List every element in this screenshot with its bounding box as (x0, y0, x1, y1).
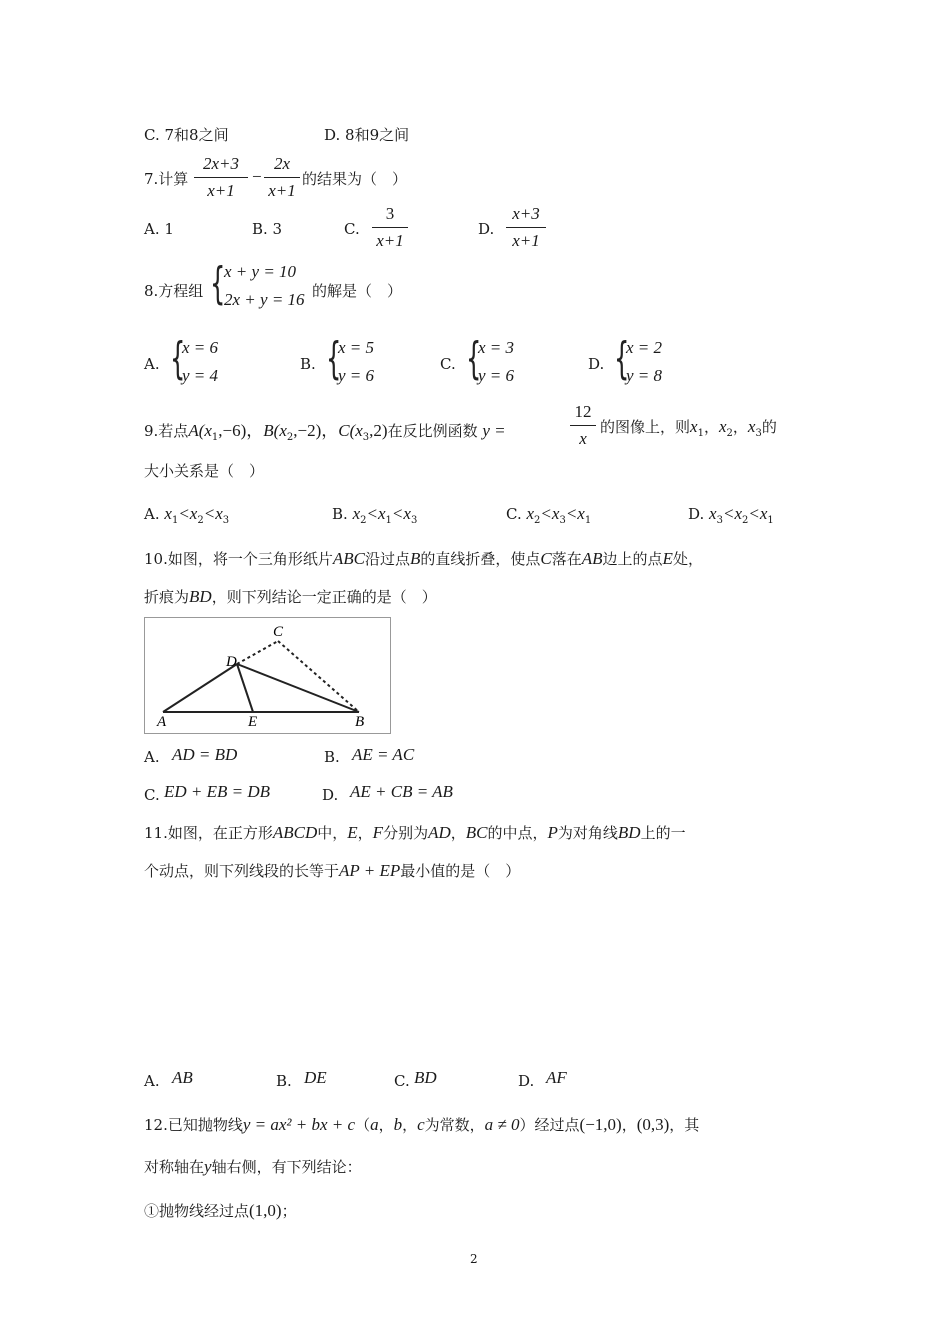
q7-option-c-label: C. (344, 220, 360, 238)
q10-segment-dc (237, 641, 278, 664)
q8-option-b-line2: y = 6 (338, 366, 375, 385)
q9-option-c-t1: x (526, 504, 535, 523)
q10-option-b-label: B. (324, 748, 340, 766)
q9-option-c-t3: <x (565, 504, 585, 523)
q7-option-d-label: D. (478, 220, 495, 238)
q11-option-c-label: C. (394, 1072, 410, 1090)
q11-option-b: DE (304, 1068, 327, 1087)
q7-option-c-denominator: x+1 (376, 231, 404, 250)
q8-option-c-line1: x = 3 (478, 338, 515, 357)
q8-option-d-label: D. (588, 355, 605, 373)
q8-option-b-brace: { (326, 333, 342, 384)
q9-function: y = (482, 421, 506, 440)
q12-a: a (370, 1115, 379, 1134)
q12-text-d: ）经过点 (519, 1116, 580, 1134)
q9-label: 9.若点 (144, 422, 189, 440)
q10-option-d: AE + CB = AB (350, 782, 453, 801)
q12-condition: a ≠ 0 (484, 1115, 520, 1134)
q11-text-g: 上的一 (640, 824, 686, 842)
q9-option-a-t2: <x (178, 504, 198, 523)
q10-option-d-label: D. (322, 786, 339, 804)
q11-text-e: 的中点， (487, 824, 548, 842)
q10-label-e: E (248, 714, 258, 730)
q7-f1-numerator: 2x+3 (202, 154, 240, 173)
q8-eq1: x + y = 10 (224, 262, 297, 281)
q12-text-a: 12.已知抛物线 (144, 1116, 243, 1134)
q9-line1-tail (600, 416, 777, 439)
q7-option-c-numerator: 3 (385, 204, 395, 223)
q9-option-c-label: C. (506, 505, 522, 523)
q11-option-a: AB (172, 1068, 193, 1087)
q9-option-c-s3: 1 (584, 515, 592, 526)
page-number: 2 (470, 1252, 478, 1266)
q12-point-1: (−1,0) (579, 1115, 622, 1134)
q8-brace: { (210, 258, 226, 309)
q9-option-b-t2: <x (366, 504, 386, 523)
q9-option-d-label: D. (688, 505, 705, 523)
q11-text-d: ， (450, 824, 466, 842)
q9-fraction (570, 400, 596, 451)
q7-option-b: B. 3 (252, 220, 283, 238)
q9-option-a-s2: 2 (197, 515, 204, 526)
q10-c: C (540, 549, 552, 568)
q8-option-c-brace: { (466, 333, 482, 384)
q9-option-b-s2: 1 (385, 515, 392, 526)
q11-option-d: AF (546, 1068, 567, 1087)
q8-option-c-line2: y = 6 (478, 366, 515, 385)
q10-text-b: 沿过点 (364, 550, 410, 568)
q7-fraction-2 (264, 152, 300, 203)
q9-point-b: B(x (263, 421, 287, 440)
q11-text-i: 最小值的是（ ） (400, 862, 521, 880)
q9-point-c: C(x (338, 421, 363, 440)
q7-option-d (506, 202, 546, 253)
q12-line1 (144, 1114, 699, 1135)
q12-sep-1: ， (378, 1116, 394, 1134)
q9-fraction-denominator: x (579, 429, 587, 448)
q6-option-c: C. 7和8之间 (144, 126, 229, 144)
q9-option-b-label: B. (332, 505, 348, 523)
q9-option-b-t1: x (352, 504, 361, 523)
q10-text-e: 边上的点 (602, 550, 663, 568)
q10-segment-ad (163, 664, 237, 712)
q9-option-a-label: A. (144, 505, 160, 523)
q7-minus: − (252, 167, 262, 186)
q9-point-a: A(x (188, 421, 212, 440)
q10-option-c-label: C. (144, 786, 160, 804)
q8-label: 8.方程组 (144, 282, 204, 300)
q10-label-c: C (273, 624, 284, 640)
q8-option-c-label: C. (440, 355, 456, 373)
q12-text-e: ，其 (669, 1116, 700, 1134)
q10-text-f: 处， (672, 550, 703, 568)
q9-var-2: x (718, 417, 727, 436)
q10-text-c: 的直线折叠，使点 (420, 550, 541, 568)
q11-ad: AD (428, 823, 451, 842)
q9-option-b-t3: <x (391, 504, 411, 523)
q8-option-d-line2: y = 8 (626, 366, 663, 385)
q12-text-b: （ (355, 1116, 371, 1134)
q9-point-b-tail: ,−2)， (293, 421, 339, 440)
q10-label-a: A (157, 714, 167, 730)
q9-fraction-numerator: 12 (574, 402, 592, 421)
q9-option-d-s1: 3 (716, 515, 723, 526)
q10-segment-db (237, 664, 359, 712)
q8-option-a-label: A. (144, 355, 160, 373)
q11-option-a-label: A. (144, 1072, 160, 1090)
q12-text-g: 轴右侧，有下列结论： (211, 1158, 362, 1176)
q9-option-b-s3: 3 (410, 515, 418, 526)
q11-text-b: 中， (317, 824, 348, 842)
q7-f1-denominator: x+1 (207, 181, 235, 200)
q11-text-h: 个动点，则下列线段的长等于 (144, 862, 340, 880)
q9-option-d-t2: <x (722, 504, 742, 523)
q7-tail: 的结果为（ ） (302, 170, 408, 188)
q11-option-b-label: B. (276, 1072, 292, 1090)
q9-point-a-sub: 1 (211, 432, 219, 443)
q10-line2 (144, 586, 437, 607)
q9-var-1-sub: 1 (697, 428, 704, 439)
q9-option-c-s1: 2 (534, 515, 541, 526)
q7-f2-numerator: 2x (273, 154, 291, 173)
q10-label-b: B (355, 714, 365, 730)
q9-option-c-s2: 3 (559, 515, 566, 526)
q12-text-c: 为常数， (424, 1116, 485, 1134)
q7-option-d-denominator: x+1 (512, 231, 540, 250)
q11-bc: BC (465, 823, 488, 842)
q12-point-3: (1,0) (249, 1201, 282, 1220)
q10-bd: BD (189, 587, 212, 606)
q11-line2 (144, 860, 520, 881)
q9-point-c-tail: ,2) (369, 421, 388, 440)
q12-y: y (204, 1157, 212, 1176)
q11-bd: BD (617, 823, 641, 842)
q9-point-b-sub: 2 (286, 432, 294, 443)
q9-option-b-s1: 2 (360, 515, 367, 526)
q11-option-c: BD (414, 1068, 437, 1087)
q10-segment-de (237, 664, 253, 712)
q6-option-d: D. 8和9之间 (324, 126, 410, 144)
q9-sep-1: ， (703, 418, 719, 436)
q12-point-2: (0,3) (636, 1115, 670, 1134)
q12-b: b (393, 1115, 403, 1134)
q11-text-a: 11.如图，在正方形 (144, 824, 273, 842)
q10-text-g: 折痕为 (144, 588, 190, 606)
q8-option-a-line2: y = 4 (182, 366, 219, 385)
q9-option-a-t3: <x (203, 504, 223, 523)
q9-var-1: x (690, 417, 698, 436)
q10-figure (144, 617, 391, 734)
q12-sep-3: ， (621, 1116, 637, 1134)
q12-sep-2: ， (402, 1116, 418, 1134)
q11-abcd: ABCD (272, 823, 318, 842)
q8-option-d-brace: { (614, 333, 630, 384)
q9-line1 (144, 416, 506, 443)
q7-f2-denominator: x+1 (268, 181, 296, 200)
q9-option-a-s1: 1 (171, 515, 179, 526)
q9-tail1: 的图像上，则 (600, 418, 691, 436)
q11-line1 (144, 822, 686, 843)
q12-c: c (417, 1115, 425, 1134)
q8-option-d-line1: x = 2 (626, 338, 663, 357)
q9-option-d-t3: <x (748, 504, 768, 523)
q11-f: F (372, 823, 384, 842)
q9-option-a-s3: 3 (222, 515, 230, 526)
q9-option-d (688, 504, 774, 526)
q10-option-c: ED + EB = DB (164, 782, 271, 801)
q12-text-i: ； (281, 1202, 297, 1220)
q8-option-a-brace: { (170, 333, 186, 384)
q11-p: P (547, 823, 558, 842)
q8-tail: 的解是（ ） (312, 282, 403, 300)
q11-text-f: 为对角线 (557, 824, 618, 842)
q9-option-d-s3: 1 (767, 515, 774, 526)
q12-text-h: ①抛物线经过点 (144, 1202, 250, 1220)
q9-point-c-sub: 3 (362, 432, 370, 443)
q8-option-b-line1: x = 5 (338, 338, 375, 357)
q9-option-a (144, 504, 229, 526)
q10-option-a-label: A. (144, 748, 160, 766)
q11-e: E (347, 823, 358, 842)
q9-option-a-t1: x (164, 504, 172, 523)
q7-option-c (372, 202, 408, 253)
q11-text-c: 分别为 (383, 824, 429, 842)
q7-fraction-1 (194, 152, 248, 203)
q12-line2 (144, 1156, 362, 1177)
q9-line2: 大小关系是（ ） (144, 462, 265, 480)
q10-e: E (662, 549, 673, 568)
q9-sep-2: ， (732, 418, 748, 436)
q9-tail2: 的 (761, 418, 777, 436)
q9-option-d-t1: x (709, 504, 717, 523)
q10-ab: AB (581, 549, 603, 568)
q11-option-d-label: D. (518, 1072, 535, 1090)
q8-eq2: 2x + y = 16 (224, 290, 305, 309)
q8-option-b-label: B. (300, 355, 316, 373)
q10-segment-cb (278, 641, 359, 712)
q9-var-3-sub: 3 (755, 428, 762, 439)
q10-option-a: AD = BD (172, 745, 238, 764)
q10-text-d: 落在 (551, 550, 582, 568)
q9-var-3: x (747, 417, 756, 436)
q10-line1 (144, 548, 703, 569)
q12-text-f: 对称轴在 (144, 1158, 205, 1176)
q9-point-a-tail: ,−6)， (218, 421, 264, 440)
q10-b: B (409, 549, 421, 568)
q9-option-c (506, 504, 591, 526)
q11-expr: AP + EP (339, 861, 401, 880)
q8-option-a-line1: x = 6 (182, 338, 219, 357)
q9-option-d-s2: 2 (742, 515, 749, 526)
q9-option-c-t2: <x (540, 504, 560, 523)
q7-option-a: A. 1 (144, 220, 174, 238)
q12-function: y = ax² + bx + c (242, 1115, 356, 1134)
q7-option-d-numerator: x+3 (512, 204, 540, 223)
q10-text-h: ，则下列结论一定正确的是（ ） (211, 588, 437, 606)
q12-line3 (144, 1200, 297, 1221)
q10-option-b: AE = AC (352, 745, 415, 764)
q7-label: 7.计算 (144, 170, 189, 188)
q9-mid-text: 在反比例函数 (387, 422, 478, 440)
q10-text-a: 10.如图，将一个三角形纸片 (144, 550, 333, 568)
q10-abc: ABC (332, 549, 365, 568)
q10-label-d: D (226, 654, 237, 670)
q11-comma: ， (357, 824, 373, 842)
q10-triangle-diagram (145, 618, 390, 733)
q9-option-b (332, 504, 417, 526)
q9-var-2-sub: 2 (726, 428, 733, 439)
